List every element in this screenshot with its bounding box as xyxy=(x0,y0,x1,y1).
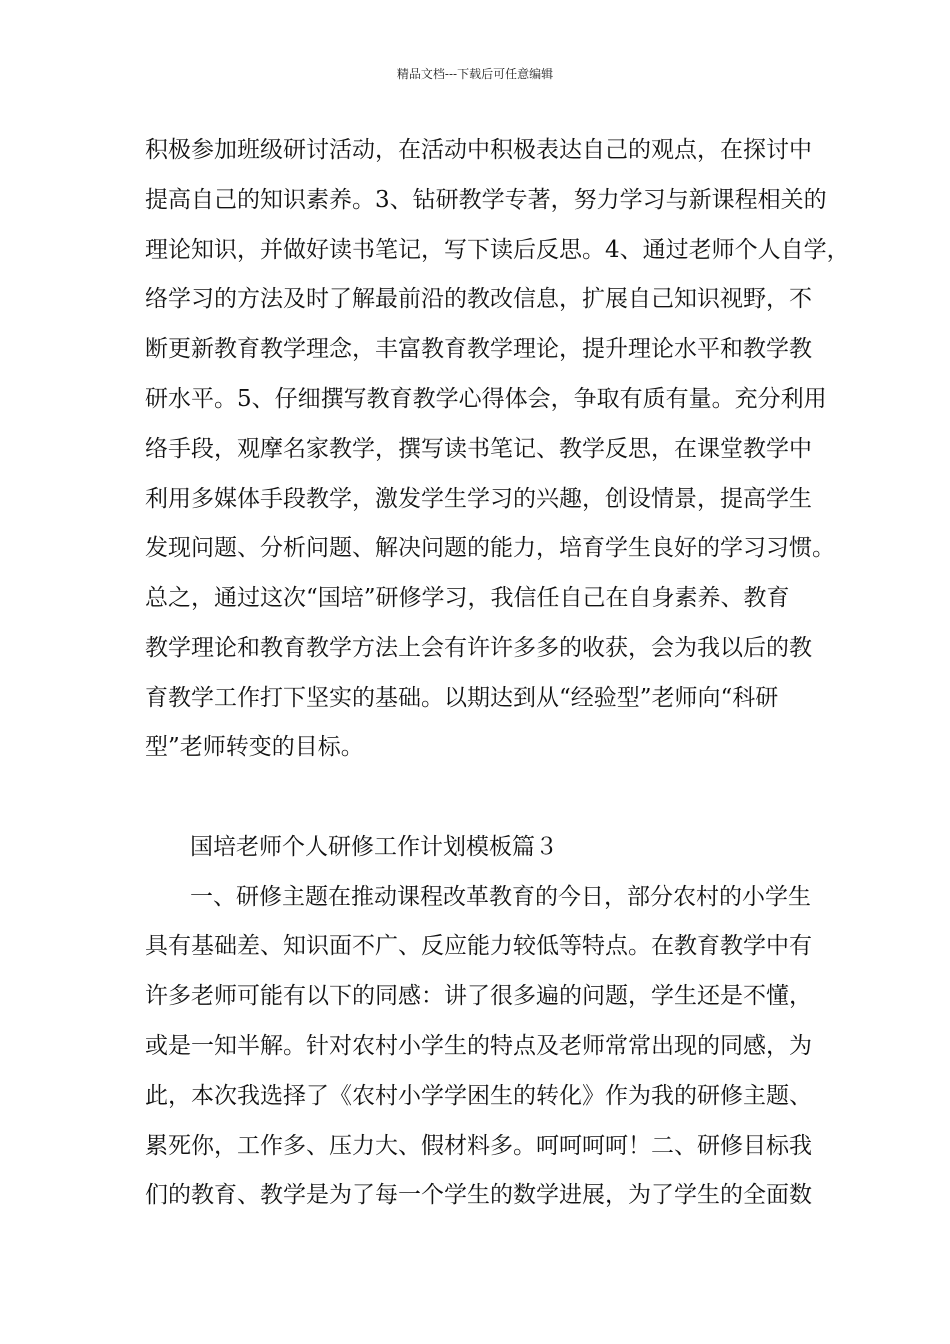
paragraph-line: 一、研修主题在推动课程改革教育的今日，部分农村的小学生 xyxy=(190,884,811,910)
paragraph-line: 利用多媒体手段教学，激发学生学习的兴趣，创设情景，提高学生 xyxy=(145,486,812,512)
paragraph-line: 具有基础差、知识面不广、反应能力较低等特点。在教育教学中有 xyxy=(145,933,812,959)
paragraph-line: 型”老师转变的目标。 xyxy=(145,734,364,760)
paragraph-line: 累死你，工作多、压力大、假材料多。呵呵呵呵！二、研修目标我 xyxy=(145,1133,812,1159)
paragraph-line: 许多老师可能有以下的同感：讲了很多遍的问题，学生还是不懂， xyxy=(145,983,812,1009)
paragraph-line: 断更新教育教学理念，丰富教育教学理论，提升理论水平和教学教 xyxy=(145,336,812,362)
paragraph-line: 研水平。5、仔细撰写教育教学心得体会，争取有质有量。充分利用 xyxy=(145,386,827,412)
paragraph-line: 总之，通过这次“国培”研修学习，我信任自己在自身素养、教育 xyxy=(145,585,790,611)
paragraph-line: 提高自己的知识素养。3、钻研教学专著，努力学习与新课程相关的 xyxy=(145,187,827,213)
section-title: 国培老师个人研修工作计划模板篇３ xyxy=(190,834,558,860)
paragraph-line: 此，本次我选择了《农村小学学困生的转化》作为我的研修主题、 xyxy=(145,1083,812,1109)
paragraph-line: 理论知识，并做好读书笔记，写下读后反思。4、通过老师个人自学， xyxy=(145,237,850,263)
paragraph-line: 育教学工作打下坚实的基础。以期达到从“经验型”老师向“科研 xyxy=(145,685,779,711)
paragraph-line: 们的教育、教学是为了每一个学生的数学进展，为了学生的全面数 xyxy=(145,1182,812,1208)
paragraph-line: 积极参加班级研讨活动，在活动中积极表达自己的观点，在探讨中 xyxy=(145,137,812,163)
paragraph-line: 教学理论和教育教学方法上会有许许多多的收获，会为我以后的教 xyxy=(145,635,812,661)
paragraph-line: 发现问题、分析问题、解决问题的能力，培育学生良好的学习习惯。 xyxy=(145,535,835,561)
page-header: 精品文档---下载后可任意编辑 xyxy=(396,67,554,81)
paragraph-line: 络手段，观摩名家教学，撰写读书笔记、教学反思，在课堂教学中 xyxy=(145,436,812,462)
paragraph-line: 络学习的方法及时了解最前沿的教改信息，扩展自己知识视野，不 xyxy=(145,286,812,312)
paragraph-line: 或是一知半解。针对农村小学生的特点及老师常常出现的同感，为 xyxy=(145,1033,812,1059)
